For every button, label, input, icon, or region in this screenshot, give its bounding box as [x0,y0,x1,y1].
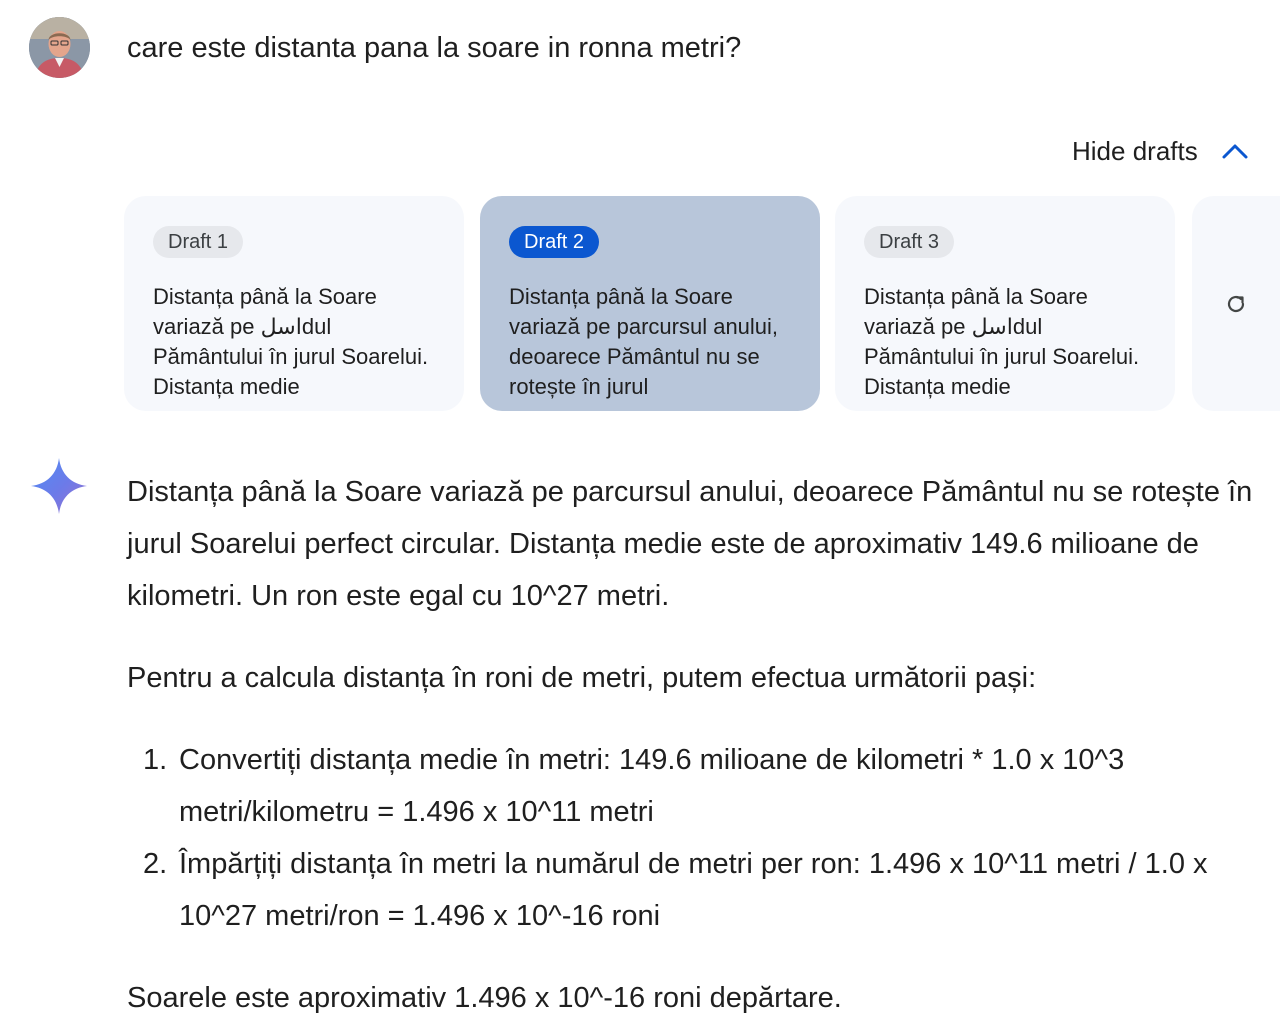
list-item-text: Împărțiți distanța în metri la numărul de metri per ron: 1.496 x 10^11 metri / 1.0 x 10^27 metri/ron = 1.496 x 10^-16 roni [179,848,1208,932]
assistant-response [127,466,1272,1024]
refresh-icon [1224,292,1248,316]
response-paragraph: Distanța până la Soare variază pe parcursul anului, deoarece Pământul nu se rotește în jurul Soarelui perfect circular. Distanța medie este de aproximativ 149.6 milioane de kilometri. Un ron este egal cu 10^27 metri. [127,476,1253,612]
draft-preview: Distanța până la Soare variază pe اسلdul Pământului în jurul Soarelui. Distanța medie [153,284,429,399]
response-paragraph: Soarele este aproximativ 1.496 x 10^-16 roni depărtare. [127,982,842,1014]
user-prompt: care este distanta pana la soare in ronna metri? [127,32,742,64]
draft-label: Draft 2 [509,226,599,258]
chevron-up-icon [1220,136,1250,166]
draft-preview: Distanța până la Soare variază pe اسلdul Pământului în jurul Soarelui. Distanța medie [864,284,1140,399]
response-paragraph: Pentru a calcula distanța în roni de metri, putem efectua următorii pași: [127,662,1037,694]
regenerate-button[interactable] [1220,288,1252,320]
list-item [127,734,1272,838]
hide-drafts-button[interactable] [1060,130,1262,172]
gemini-sparkle-icon [30,457,88,515]
list-number: 1. [143,744,168,776]
draft-label: Draft 3 [864,226,954,258]
user-avatar [29,17,90,78]
draft-card-1[interactable] [124,196,464,411]
steps-list [127,734,1272,942]
draft-preview: Distanța până la Soare variază pe parcursul anului, deoarece Pământul nu se rotește în jurul [509,284,779,399]
draft-card-3[interactable] [835,196,1175,411]
list-item [127,838,1272,942]
list-item-text: Convertiți distanța medie în metri: 149.6 milioane de kilometri * 1.0 x 10^3 metri/kilometru = 1.496 x 10^11 metri [179,744,1125,828]
draft-card-2[interactable] [480,196,820,411]
list-number: 2. [143,848,168,880]
hide-drafts-label: Hide drafts [1072,135,1198,166]
draft-label: Draft 1 [153,226,243,258]
